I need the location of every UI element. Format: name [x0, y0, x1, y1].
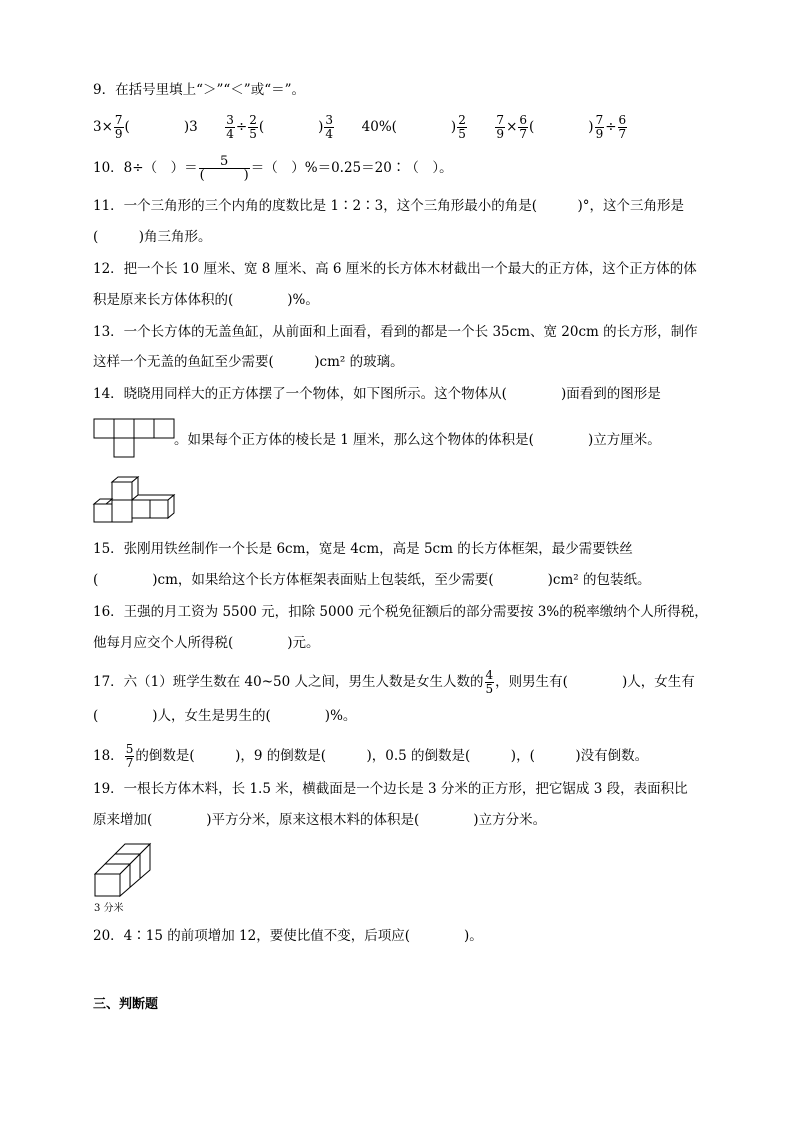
q12-line2: 积是原来长方体体积的( )%。 [93, 292, 319, 308]
q15-line2: ( )cm，如果给这个长方体框架表面贴上包装纸，至少需要( )cm² 的包装纸。 [93, 572, 651, 588]
q19-fig-label: 3 分米 [94, 903, 124, 914]
q12-line1: 12．把一个长 10 厘米、宽 8 厘米、高 6 厘米的长方体木材截出一个最大的正方体，这个正方体的体 [93, 261, 697, 277]
q16-line1: 16．王强的月工资为 5500 元，扣除 5000 元个税免征额后的部分需要按 3%的税率缴纳个人所得税， [93, 604, 708, 620]
q11-line2: ( )角三角形。 [93, 229, 212, 245]
q20: 20．4∶15 的前项增加 12，要使比值不变，后项应( )。 [93, 928, 483, 944]
q9-item2-blank: ( ) [258, 119, 324, 135]
q13-line2: 这样一个无盖的鱼缸至少需要( )cm² 的玻璃。 [93, 354, 404, 370]
q14-cubes-figure [92, 476, 178, 524]
q9-text: 9．在括号里填上“＞”“＜”或“＝”。 [93, 82, 305, 98]
q9-item1 [93, 113, 202, 141]
q9-items [93, 114, 628, 141]
q9-item2: $\frac{3}{4}$ ÷ $\frac{2}{5}$ ( ) $\frac{3}{4}$ [226, 113, 334, 141]
q11-line1: 11．一个三角形的三个内角的度数比是 1∶2∶3，这个三角形最小的角是( )°，这个三角形是 [93, 198, 685, 214]
section-title: 三、判断题 [93, 997, 159, 1012]
q9-item4: $\frac{7}{9}$ × $\frac{6}{7}$ ( ) $\frac{7}{9}$ ÷ $\frac{6}{7}$ [496, 113, 627, 141]
q17-line1: 17．六（1）班学生数在 40~50 人之间，男生人数是女生人数的 $\frac{4}{5}$ ，则男生有( )人，女生有 [93, 668, 695, 696]
q19-line1: 19．一根长方体木料，长 1.5 米，横截面是一个边长是 3 分米的正方形，把它锯成 3 段，表面积比 [93, 781, 688, 797]
q18: 18． $\frac{5}{7}$ 的倒数是( )，9 的倒数是( )，0.5 的倒数是( )，( )没有倒数。 [93, 742, 649, 770]
q15-line1: 15．张刚用铁丝制作一个长是 6cm，宽是 4cm，高是 5cm 的长方体框架，最少需要铁丝 [93, 541, 633, 557]
q14-line2: 。如果每个正方体的棱长是 1 厘米，那么这个物体的体积是( )立方厘米。 [174, 432, 661, 448]
q19-line2: 原来增加( )平方分米，原来这根木料的体积是( )立方分米。 [93, 812, 547, 828]
q19-wood-figure [94, 842, 154, 898]
q14-line1: 14．晓晓用同样大的正方体摆了一个物体，如下图所示。这个物体从( )面看到的图形是 [93, 386, 661, 402]
q9-item1-blank: ( )3 [124, 119, 198, 135]
q14-view-figure [93, 418, 175, 460]
q10: 10．8÷（ ）＝ $\frac{5}{( )}$ ＝（ ）%＝0.25＝20∶（ ）。 [93, 154, 453, 183]
q9-item1-pre: 3× [93, 119, 113, 135]
q9-item3: 40%( ) $\frac{2}{5}$ [361, 113, 466, 141]
q16-line2: 他每月应交个人所得税( )元。 [93, 635, 320, 651]
q13-line1: 13．一个长方体的无盖鱼缸，从前面和上面看，看到的都是一个长 35cm、宽 20cm 的长方形，制作 [93, 324, 698, 340]
q17-line2: ( )人，女生是男生的( )%。 [93, 708, 357, 724]
fraction-7-9: $\frac{7}{9}$ [114, 113, 123, 141]
